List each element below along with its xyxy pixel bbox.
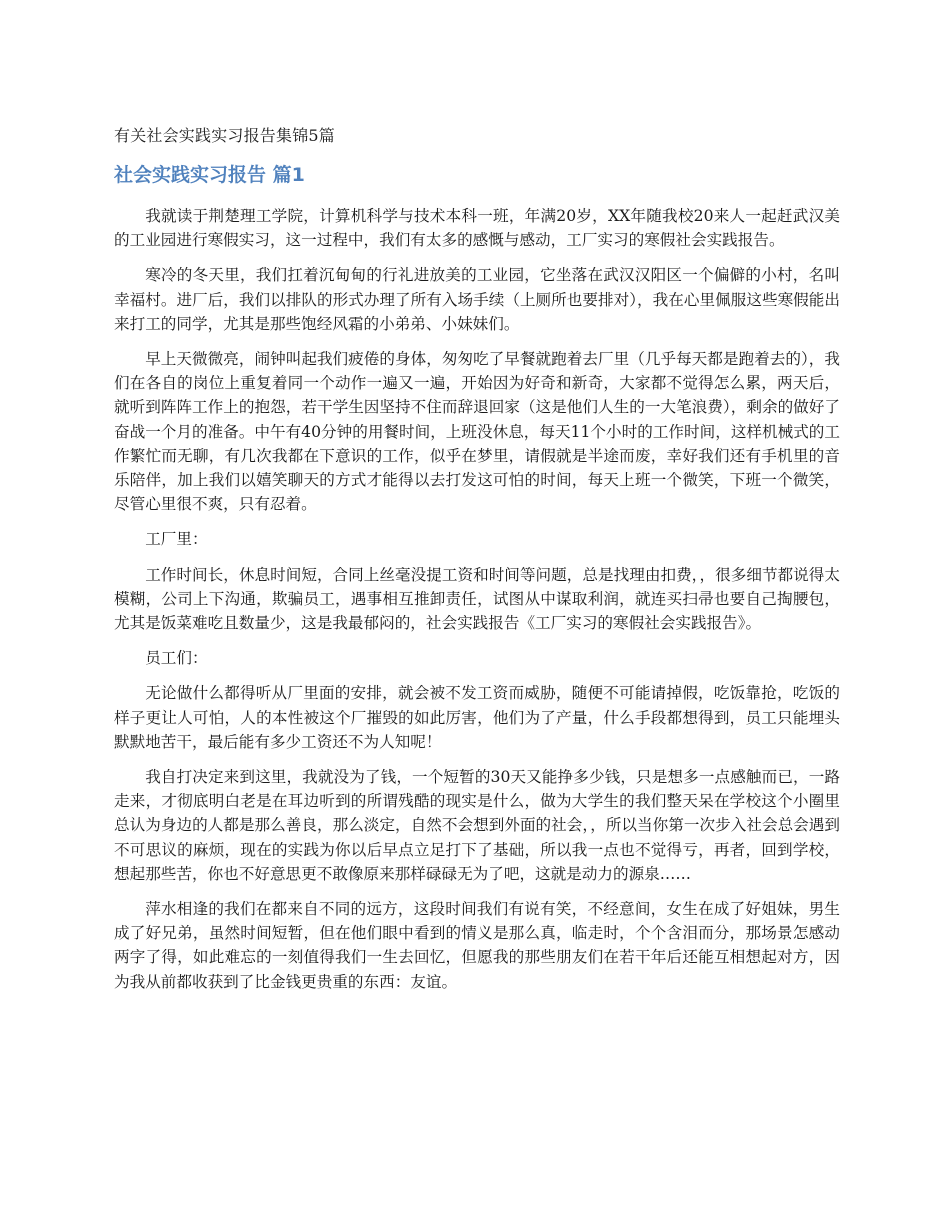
document-page xyxy=(114,124,840,1005)
paragraph-factory-label: 工厂里： xyxy=(145,530,208,549)
paragraph-factory: 工作时间长，休息时间短，合同上丝毫没提工资和时间等问题，总是找理由扣费，，很多细节都说得太模糊，公司上下沟通，欺骗员工，遇事相互推卸责任，试图从中谋取利润，就连买扫帚也要自己掏腰包，尤其是饭菜难吃且数量少，这是我最郁闷的，社会实践报告《工厂实习的寒假社会实践报告》。 xyxy=(114,565,840,633)
paragraph-workers: 无论做什么都得听从厂里面的安排，就会被不发工资而威胁，随便不可能请掉假，吃饭靠抢，吃饭的样子更让人可怕，人的本性被这个厂摧毁的如此厉害，他们为了产量，什么手段都想得到，员工只能埋头默默地苦干，最后能有多少工资还不为人知呢！ xyxy=(114,684,840,751)
document-body xyxy=(114,204,840,994)
section-heading: 社会实践实习报告 篇1 xyxy=(114,164,305,186)
document-title: 有关社会实践实习报告集锦5篇 xyxy=(114,126,335,145)
paragraph-daily-work: 早上天微微亮，闹钟叫起我们疲倦的身体，匆匆吃了早餐就跑着去厂里（几乎每天都是跑着去的），我们在各自的岗位上重复着同一个动作一遍又一遍，开始因为好奇和新奇，大家都不觉得怎么累，两天后，就听到阵阵工作上的抱怨，若干学生因坚持不住而辞退回家（这是他们人生的一大笔浪费），剩余的做好了奋战一个月的准备。中午有40分钟的用餐时间，上班没休息，每天11个小时的工作时间，这样机械式的工作繁忙而无聊，有几次我都在下意识的工作，似乎在梦里，请假就是半途而废，幸好我们还有手机里的音乐陪伴，加上我们以嬉笑聊天的方式才能得以去打发这可怕的时间，每天上班一个微笑，下班一个微笑，尽管心里很不爽，只有忍着。 xyxy=(114,350,840,514)
paragraph-workers-label: 员工们： xyxy=(145,649,208,668)
paragraph-arrival: 寒冷的冬天里，我们扛着沉甸甸的行礼进放美的工业园，它坐落在武汉汉阳区一个偏僻的小村，名叫幸福村。进厂后，我们以排队的形式办理了所有入场手续（上厕所也要排对），我在心里佩服这些寒假能出来打工的同学，尤其是那些饱经风霜的小弟弟、小妹妹们。 xyxy=(114,266,840,333)
paragraph-reflection: 我自打决定来到这里，我就没为了钱，一个短暂的30天又能挣多少钱，只是想多一点感触而已，一路走来，才彻底明白老是在耳边听到的所谓残酷的现实是什么，做为大学生的我们整天呆在学校这个小圈里总认为身边的人都是那么善良，那么淡定，自然不会想到外面的社会，，所以当你第一次步入社会总会遇到不可思议的麻烦，现在的实践为你以后早点立足打下了基础，所以我一点也不觉得亏，再者，回到学校，想起那些苦，你也不好意思更不敢像原来那样碌碌无为了吧，这就是动力的源泉…… xyxy=(114,768,840,883)
paragraph-intro: 我就读于荆楚理工学院，计算机科学与技术本科一班，年满20岁，XX年随我校20来人一起赶武汉美的工业园进行寒假实习，这一过程中，我们有太多的感慨与感动，工厂实习的寒假社会实践报告。 xyxy=(114,207,840,250)
paragraph-friendship: 萍水相逢的我们在都来自不同的远方，这段时间我们有说有笑，不经意间，女生在成了好姐妹，男生成了好兄弟，虽然时间短暂，但在他们眼中看到的情义是那么真，临走时，个个含泪而分，那场景怎感动两字了得，如此难忘的一刻值得我们一生去回忆，但愿我的那些朋友们在若干年后还能互相想起对方，因为我从前都收获到了比金钱更贵重的东西：友谊。 xyxy=(114,900,840,991)
